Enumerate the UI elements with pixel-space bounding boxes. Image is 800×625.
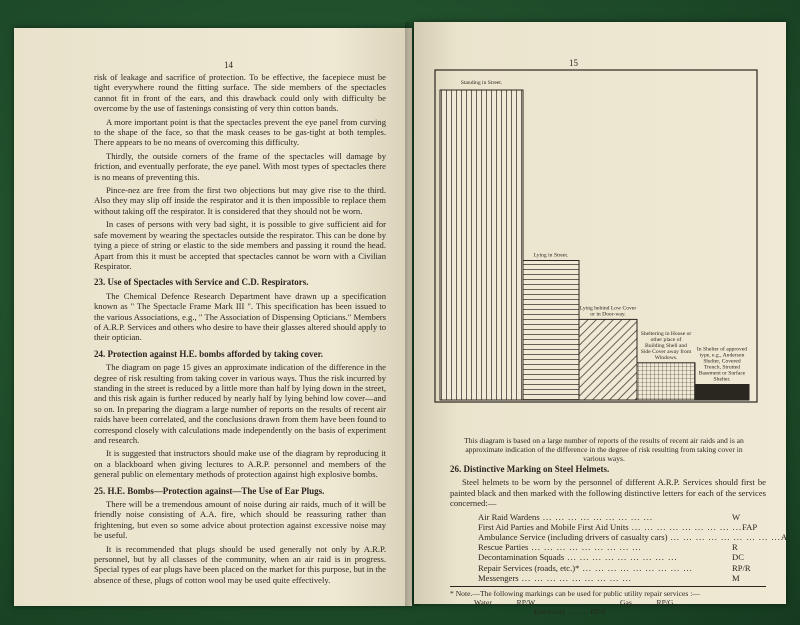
leader-dots: ... ... ... — [631, 598, 657, 608]
marking-service: Messengers ... — [450, 573, 732, 583]
risk-diagram — [434, 62, 764, 434]
bar-4 — [637, 363, 695, 400]
marking-service: Repair Services (roads, etc.)* ... — [450, 563, 732, 573]
bar-label-3: Lying behind Low Cover or in Door-way. — [579, 305, 637, 318]
marking-row — [450, 532, 788, 543]
bar-label-1: Standing in Street. — [460, 80, 503, 86]
marking-code: M — [732, 572, 740, 583]
bar-label-2: Lying in Street. — [533, 252, 569, 259]
marking-service: Ambulance Service (including drivers of casualty cars) ... — [450, 532, 781, 542]
utility-marking — [620, 598, 766, 607]
marking-code: W — [732, 511, 741, 522]
utility-service: Gas — [620, 598, 632, 608]
marking-service: Decontamination Squads ... — [450, 552, 732, 562]
bar-5 — [695, 385, 749, 401]
page-number-15: 15 — [569, 58, 578, 68]
utility-code: RP/W — [516, 598, 536, 608]
paragraph: It is recommended that plugs should be used generally not only by A.R.P. personnel, but by all classes of the community, when an air raid is in progress. Special types of ear plugs have been placed on the market for this purpose, but in the absence of these, plugs of cotton wool may be used quite effectively. — [94, 543, 386, 585]
marking-service: First Aid Parties and Mobile First Aid Units ... — [450, 522, 742, 532]
right-page — [414, 22, 788, 617]
paragraph: There will be a tremendous amount of noise during air raids, much of it will be friendly noise consisting of A.A. fire, which should be reassuring rather than frightening, but even so some advice about protection against excessive noise may be useful. — [94, 499, 386, 541]
bar-label-5: In Shelter of approved type, e.g., Anderson Shelter, Covered Trench, Strutted Basement or Surface Shelter. — [696, 346, 748, 383]
marking-row — [450, 563, 766, 573]
utility-service: Water — [474, 598, 492, 608]
paragraph: A more important point is that the spectacles prevent the eye panel from curving to the shape of the face, so that the mask ceases to be gas-tight at both temples. There appears to be no means of overcoming this difficulty. — [94, 116, 386, 148]
right-page-body — [450, 464, 788, 617]
leader-dots: ... ... ... — [565, 607, 591, 617]
heading-section-26: 26. Distinctive Marking on Steel Helmets. — [450, 464, 610, 474]
marking-row — [450, 522, 766, 532]
left-page — [14, 28, 412, 606]
leader-dots: ... ... ... — [491, 598, 517, 608]
marking-service: Rescue Parties ... — [450, 542, 732, 552]
heading-section-24: 24. Protection against H.E. bombs afforded by taking cover. — [94, 348, 324, 359]
left-page-body — [94, 72, 386, 588]
paragraph: risk of leakage and sacrifice of protection. To be effective, the facepiece must be tight everywhere round the fitting surface. The side members of the spectacles cannot fit in front of the ears, and this drawback could only with difficulty be overcome by the use of fastenings consisting of very thin cotton bands. — [94, 72, 386, 114]
marking-row — [450, 552, 766, 562]
helmet-markings-list — [450, 511, 788, 583]
utility-marking — [474, 598, 620, 607]
marking-row — [450, 512, 766, 522]
marking-row — [450, 573, 766, 583]
marking-code: DC — [732, 552, 744, 563]
paragraph: Steel helmets to be worn by the personnel of different A.R.P. Services should first be painted black and then marked with the following distinctive letters for each of the services concerned:— — [450, 477, 766, 509]
paragraph: The diagram on page 15 gives an approximate indication of the difference in the degree of risk resulting from taking cover in various ways. Thus the risk incurred by standing in the street is reduced by a little more than half by lying down in the street, and this risk again is further reduced by nearly half by lying behind low cover—and so on. In preparing the diagram a large number of reports on the results of recent air raids have been correlated, and the conclusions drawn from them have been found to correspond closely with calculations made independently on the basis of experiment and research. — [94, 362, 386, 445]
utility-code: RP/E — [590, 607, 607, 617]
paragraph: The Chemical Defence Research Department have drawn up a specification known as " The Spectacle Frame Mark III ". This specification has been issued to the various Associations, e.g., " The Association of Dispensing Opticians." Members of A.R.P. Services and others who desire to have their glasses altered should apply to their optician. — [94, 290, 386, 343]
marking-code: A — [780, 532, 788, 543]
diagram-caption: This diagram is based on a large number of reports of the results of recent air raids and is an approximate indication of the difference in the degree of risk resulting from taking cover in various ways. — [464, 436, 744, 463]
marking-code: RP/R — [732, 562, 751, 573]
paragraph: Pince-nez are free from the first two objections but may give rise to the third. Also they may slip off inside the respirator and it is then impossible to replace them without taking off the respirator. It is considered that they should not be worn. — [94, 185, 386, 216]
utility-markings-list — [450, 598, 766, 616]
paragraph: Thirdly, the outside corners of the frame of the spectacles will damage by friction, and eventually perforate, the eye panel. With most types of spectacles there is no means of preventing this. — [94, 150, 386, 182]
utility-service: Electricity — [534, 607, 566, 617]
bar-3 — [579, 319, 637, 400]
bar-1 — [440, 90, 523, 400]
utility-code: RP/G — [656, 598, 674, 608]
divider — [450, 586, 766, 587]
utility-marking — [474, 607, 766, 616]
page-number-14: 14 — [224, 60, 233, 70]
heading-section-25: 25. H.E. Bombs—Protection against—The Use of Ear Plugs. — [94, 485, 325, 496]
paragraph: In cases of persons with very bad sight, it is possible to give sufficient aid for safe movement by wearing the spectacles outside the respirator. This can be done by tying a piece of string or elastic to the side members and passing it round the head. Apart from this it must be accepted that spectacles cannot be worn with a Civilian Respirator. — [94, 219, 386, 271]
bar-2 — [523, 261, 579, 401]
heading-section-23: 23. Use of Spectacles with Service and C.D. Respirators. — [94, 277, 309, 288]
paragraph: It is suggested that instructors should make use of the diagram by reproducing it on a blackboard when giving lectures to A.R.P. personnel and members of the general public on elementary methods of protection against high explosive bombs. — [94, 448, 386, 480]
marking-code: FAP — [741, 521, 758, 532]
marking-row — [450, 542, 766, 552]
marking-code: R — [732, 542, 738, 553]
bar-label-4: Sheltering in House or other place of Building Shell and Side Cover away from Windows. — [640, 330, 692, 361]
marking-service: Air Raid Wardens ... — [450, 512, 732, 522]
note-text: * Note.—The following markings can be used for public utility repair services :— — [450, 589, 700, 599]
